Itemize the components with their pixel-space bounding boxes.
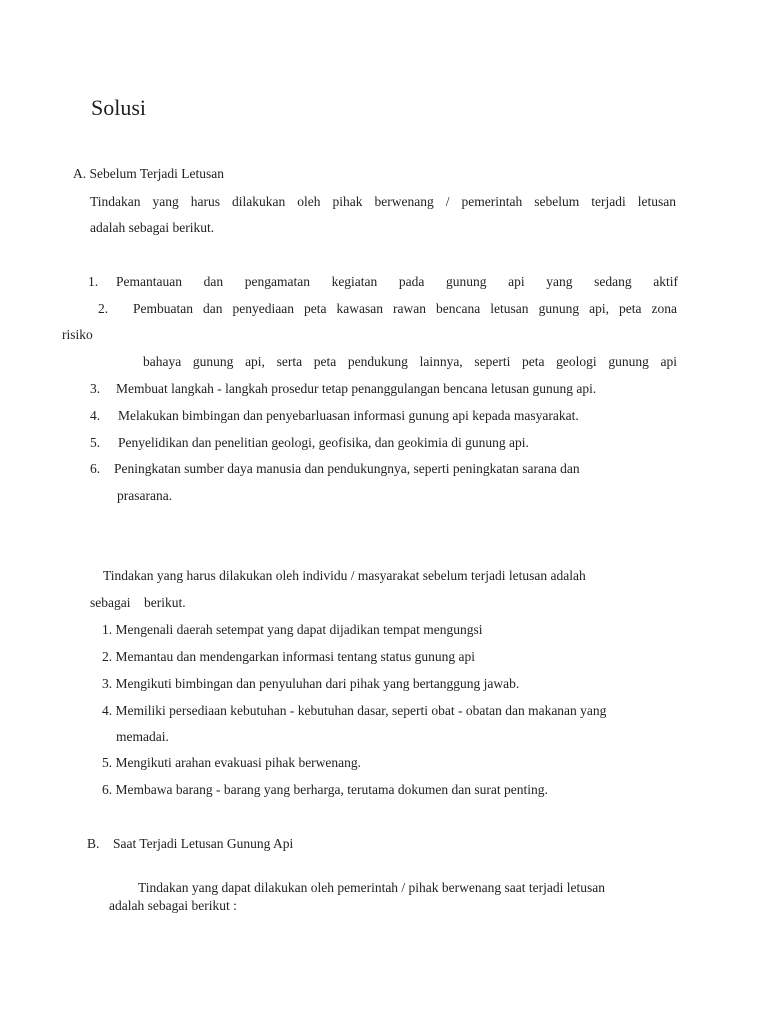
section-b-label: B. [87,836,100,851]
individual-intro-line1: Tindakan yang harus dilakukan oleh individu / masyarakat sebelum terjadi letusan adalah [103,568,586,583]
individual-item-2: 2. Memantau dan mendengarkan informasi tentang status gunung api [102,649,476,664]
gov-item-5-text: Penyelidikan dan penelitian geologi, geofisika, dan geokimia di gunung api. [118,435,529,450]
gov-item-3-number: 3. [90,381,101,396]
gov-item-4-number: 4. [90,408,101,423]
individual-item-6: 6. Membawa barang - barang yang berharga, terutama dokumen dan surat penting. [102,782,548,797]
section-a-intro-line2: adalah sebagai berikut. [90,220,215,235]
section-b-heading: Saat Terjadi Letusan Gunung Api [113,836,294,851]
individual-item-5: 5. Mengikuti arahan evakuasi pihak berwenang. [102,755,362,770]
gov-item-1-number: 1. [88,274,99,289]
section-b-intro-line1: Tindakan yang dapat dilakukan oleh pemerintah / pihak berwenang saat terjadi letusan [138,880,605,895]
section-b-intro-line2: adalah sebagai berikut : [109,898,237,913]
gov-item-5-number: 5. [90,435,101,450]
gov-item-3-text: Membuat langkah - langkah prosedur tetap penanggulangan bencana letusan gunung api. [116,381,597,396]
section-a-intro-line1: Tindakan yang harus dilakukan oleh pihak berwenang / pemerintah sebelum terjadi letusan [90,194,676,209]
individual-item-3: 3. Mengikuti bimbingan dan penyuluhan dari pihak yang bertanggung jawab. [102,676,520,691]
gov-item-6-number: 6. [90,461,101,476]
gov-item-2-number: 2. [98,301,109,316]
individual-item-1: 1. Mengenali daerah setempat yang dapat dijadikan tempat mengungsi [102,622,483,637]
gov-item-1-text: Pemantauan dan pengamatan kegiatan pada gunung api yang sedang aktif [116,274,678,289]
gov-item-2-wrap2: bahaya gunung api, serta peta pendukung lainnya, seperti peta geologi gunung api [143,354,677,369]
gov-item-2-text: Pembuatan dan penyediaan peta kawasan rawan bencana letusan gunung api, peta zona [133,301,677,316]
individual-item-4: 4. Memiliki persediaan kebutuhan - kebutuhan dasar, seperti obat - obatan dan makanan yang [102,703,607,718]
section-a-heading: A. Sebelum Terjadi Letusan [73,166,225,181]
individual-item-4-wrap1: memadai. [116,729,169,744]
gov-item-2-wrap1: risiko [62,327,93,342]
gov-item-4-text: Melakukan bimbingan dan penyebarluasan informasi gunung api kepada masyarakat. [118,408,579,423]
gov-item-6-text: Peningkatan sumber daya manusia dan pendukungnya, seperti peningkatan sarana dan [114,461,580,476]
gov-item-6-wrap1: prasarana. [117,488,173,503]
page-title: Solusi [91,95,147,120]
individual-intro-line2: sebagai berikut. [90,595,186,610]
